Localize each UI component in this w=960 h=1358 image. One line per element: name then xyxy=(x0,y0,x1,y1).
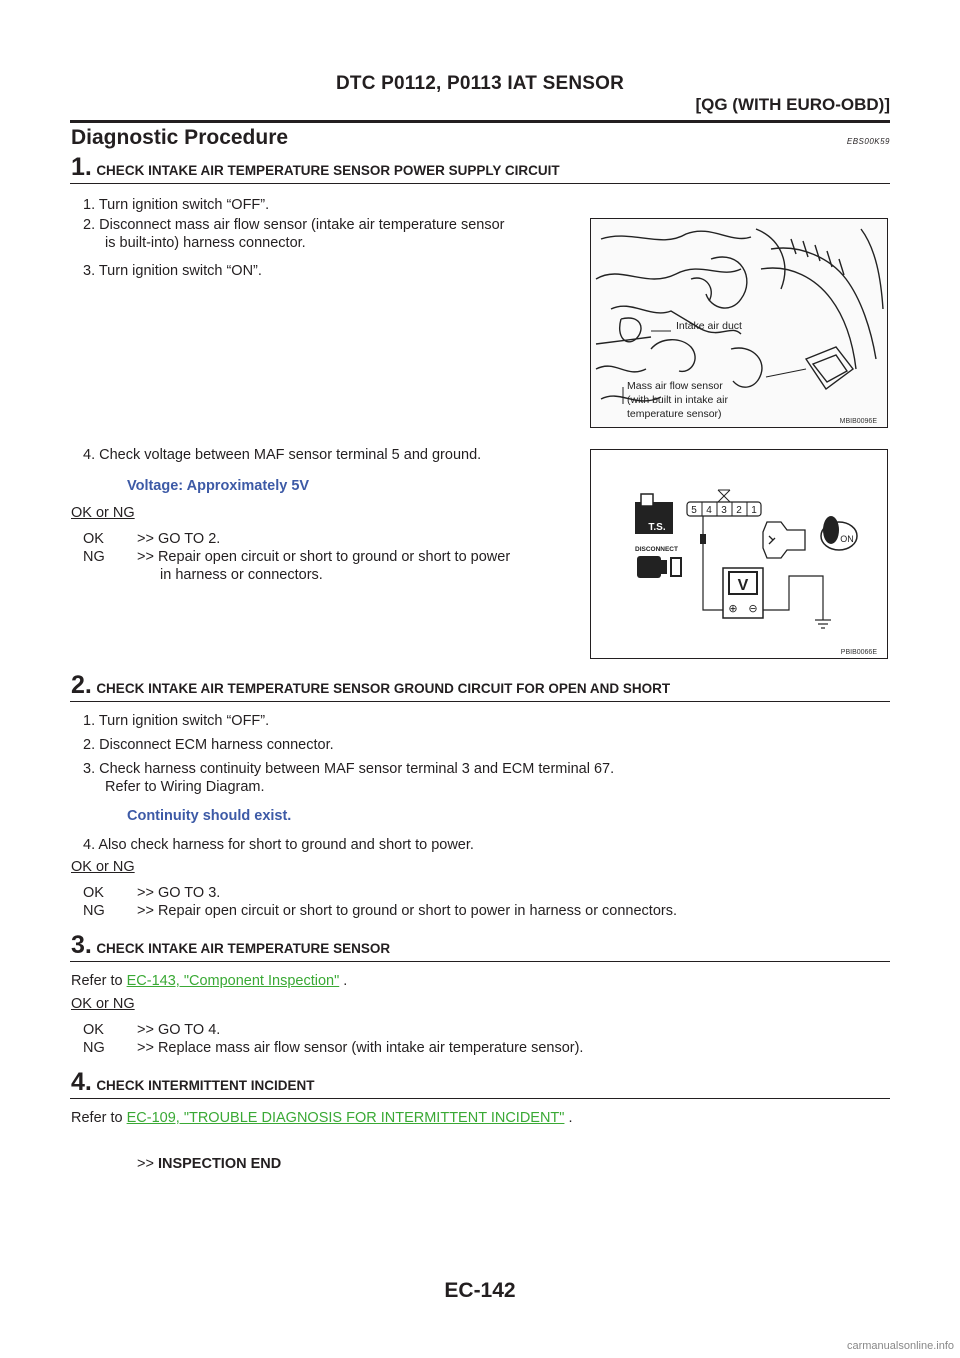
step4-title: CHECK INTERMITTENT INCIDENT xyxy=(96,1078,315,1093)
header-title: DTC P0112, P0113 IAT SENSOR xyxy=(335,73,625,94)
intermittent-incident-link[interactable]: EC-109, "TROUBLE DIAGNOSIS FOR INTERMITTENT INCIDENT" xyxy=(126,1110,565,1126)
step1-rule xyxy=(70,183,890,184)
step2-item4: 4. Also check harness for short to ground and short to power. xyxy=(83,837,474,853)
step1-spec: Voltage: Approximately 5V xyxy=(127,478,310,494)
step2-title: CHECK INTAKE AIR TEMPERATURE SENSOR GROUND CIRCUIT FOR OPEN AND SHORT xyxy=(96,681,671,696)
component-inspection-link[interactable]: EC-143, "Component Inspection" xyxy=(126,973,340,989)
step3-ng-key: NG xyxy=(83,1040,105,1056)
fig2-id: PBIB0066E xyxy=(840,649,877,656)
maf-sensor-location-figure xyxy=(590,218,888,428)
step2-rule xyxy=(70,701,890,702)
inspection-end: >> INSPECTION END xyxy=(137,1156,282,1172)
fig1-label-duct: Intake air duct xyxy=(676,320,742,332)
svg-text:⊕: ⊕ xyxy=(728,602,738,615)
fig1-label-maf2: (with built in intake air xyxy=(627,394,728,406)
fig1-label-maf: Mass air flow sensor xyxy=(627,380,723,392)
voltage-check-figure xyxy=(590,449,888,659)
step2-ok-value: >> GO TO 3. xyxy=(137,885,221,901)
step3-ok-value: >> GO TO 4. xyxy=(137,1022,221,1038)
step1-item2-cont: is built-into) harness connector. xyxy=(105,235,306,251)
header-rule xyxy=(70,120,890,123)
voltage-check-diagram xyxy=(591,450,887,658)
step3-title: CHECK INTAKE AIR TEMPERATURE SENSOR xyxy=(96,941,391,956)
step3-ng-value: >> Replace mass air flow sensor (with intake air temperature sensor). xyxy=(137,1040,584,1056)
step1-item3: 3. Turn ignition switch “ON”. xyxy=(83,263,262,279)
disconnect-icon xyxy=(637,556,681,578)
svg-text:T.S.: T.S. xyxy=(648,522,666,533)
step1-heading xyxy=(71,153,560,182)
step2-okng: OK or NG xyxy=(71,859,135,875)
step2-ng-key: NG xyxy=(83,903,105,919)
disconnect-label: DISCONNECT xyxy=(635,546,678,553)
step3-heading xyxy=(71,931,390,960)
step1-ng-value: >> Repair open circuit or short to ground or short to power xyxy=(137,549,511,565)
step2-number: 2. xyxy=(71,671,92,699)
step1-okng: OK or NG xyxy=(71,505,135,521)
step1-ng-value-cont: in harness or connectors. xyxy=(160,567,323,583)
step2-item1: 1. Turn ignition switch “OFF”. xyxy=(83,713,270,729)
engine-bay-illustration xyxy=(591,219,887,427)
fig1-label-maf3: temperature sensor) xyxy=(627,408,722,420)
section-code: EBS00K59 xyxy=(846,137,890,146)
step3-reference: Refer to EC-143, "Component Inspection" . xyxy=(71,973,348,989)
svg-text:ON: ON xyxy=(840,534,854,544)
step1-title: CHECK INTAKE AIR TEMPERATURE SENSOR POWER SUPPLY CIRCUIT xyxy=(96,163,560,178)
step3-ok-key: OK xyxy=(83,1022,104,1038)
terminal-2: 2 xyxy=(736,505,742,516)
terminal-1: 1 xyxy=(751,505,757,516)
fig1-id: MBIB0096E xyxy=(839,418,877,425)
page-number: EC-142 xyxy=(444,1279,516,1302)
ignition-key-icon xyxy=(821,516,857,550)
section-title: Diagnostic Procedure xyxy=(71,126,289,149)
step1-item1: 1. Turn ignition switch “OFF”. xyxy=(83,197,270,213)
terminal-3: 3 xyxy=(721,505,727,516)
step1-number: 1. xyxy=(71,153,92,181)
step2-heading xyxy=(71,671,670,700)
header-subtitle: [QG (WITH EURO-OBD)] xyxy=(695,95,890,114)
step4-reference: Refer to EC-109, "TROUBLE DIAGNOSIS FOR INTERMITTENT INCIDENT" . xyxy=(71,1110,573,1126)
step4-rule xyxy=(70,1098,890,1099)
voltmeter-icon xyxy=(723,568,763,618)
ground-symbol xyxy=(815,620,831,628)
step2-ng-value: >> Repair open circuit or short to ground or short to power in harness or connectors. xyxy=(137,903,678,919)
terminal-5: 5 xyxy=(691,505,697,516)
watermark: carmanualsonline.info xyxy=(846,1340,954,1352)
svg-text:V: V xyxy=(737,577,749,594)
step2-item3: 3. Check harness continuity between MAF sensor terminal 3 and ECM terminal 67. xyxy=(83,761,615,777)
step3-number: 3. xyxy=(71,931,92,959)
step3-okng: OK or NG xyxy=(71,996,135,1012)
step1-ok-key: OK xyxy=(83,531,104,547)
step2-item3-cont: Refer to Wiring Diagram. xyxy=(105,779,265,795)
step4-heading xyxy=(71,1068,315,1097)
connector-terminals xyxy=(687,502,761,516)
step2-item2: 2. Disconnect ECM harness connector. xyxy=(83,737,334,753)
step2-ok-key: OK xyxy=(83,885,104,901)
step1-ok-value: >> GO TO 2. xyxy=(137,531,221,547)
step1-item2: 2. Disconnect mass air flow sensor (intake air temperature sensor xyxy=(83,217,505,233)
terminal-4: 4 xyxy=(706,505,712,516)
step3-rule xyxy=(70,961,890,962)
sensor-connector-icon xyxy=(763,522,805,558)
svg-text:⊖: ⊖ xyxy=(748,602,758,615)
step4-number: 4. xyxy=(71,1068,92,1096)
step1-item4: 4. Check voltage between MAF sensor terminal 5 and ground. xyxy=(83,447,482,463)
step2-spec: Continuity should exist. xyxy=(127,808,292,824)
step1-ng-key: NG xyxy=(83,549,105,565)
